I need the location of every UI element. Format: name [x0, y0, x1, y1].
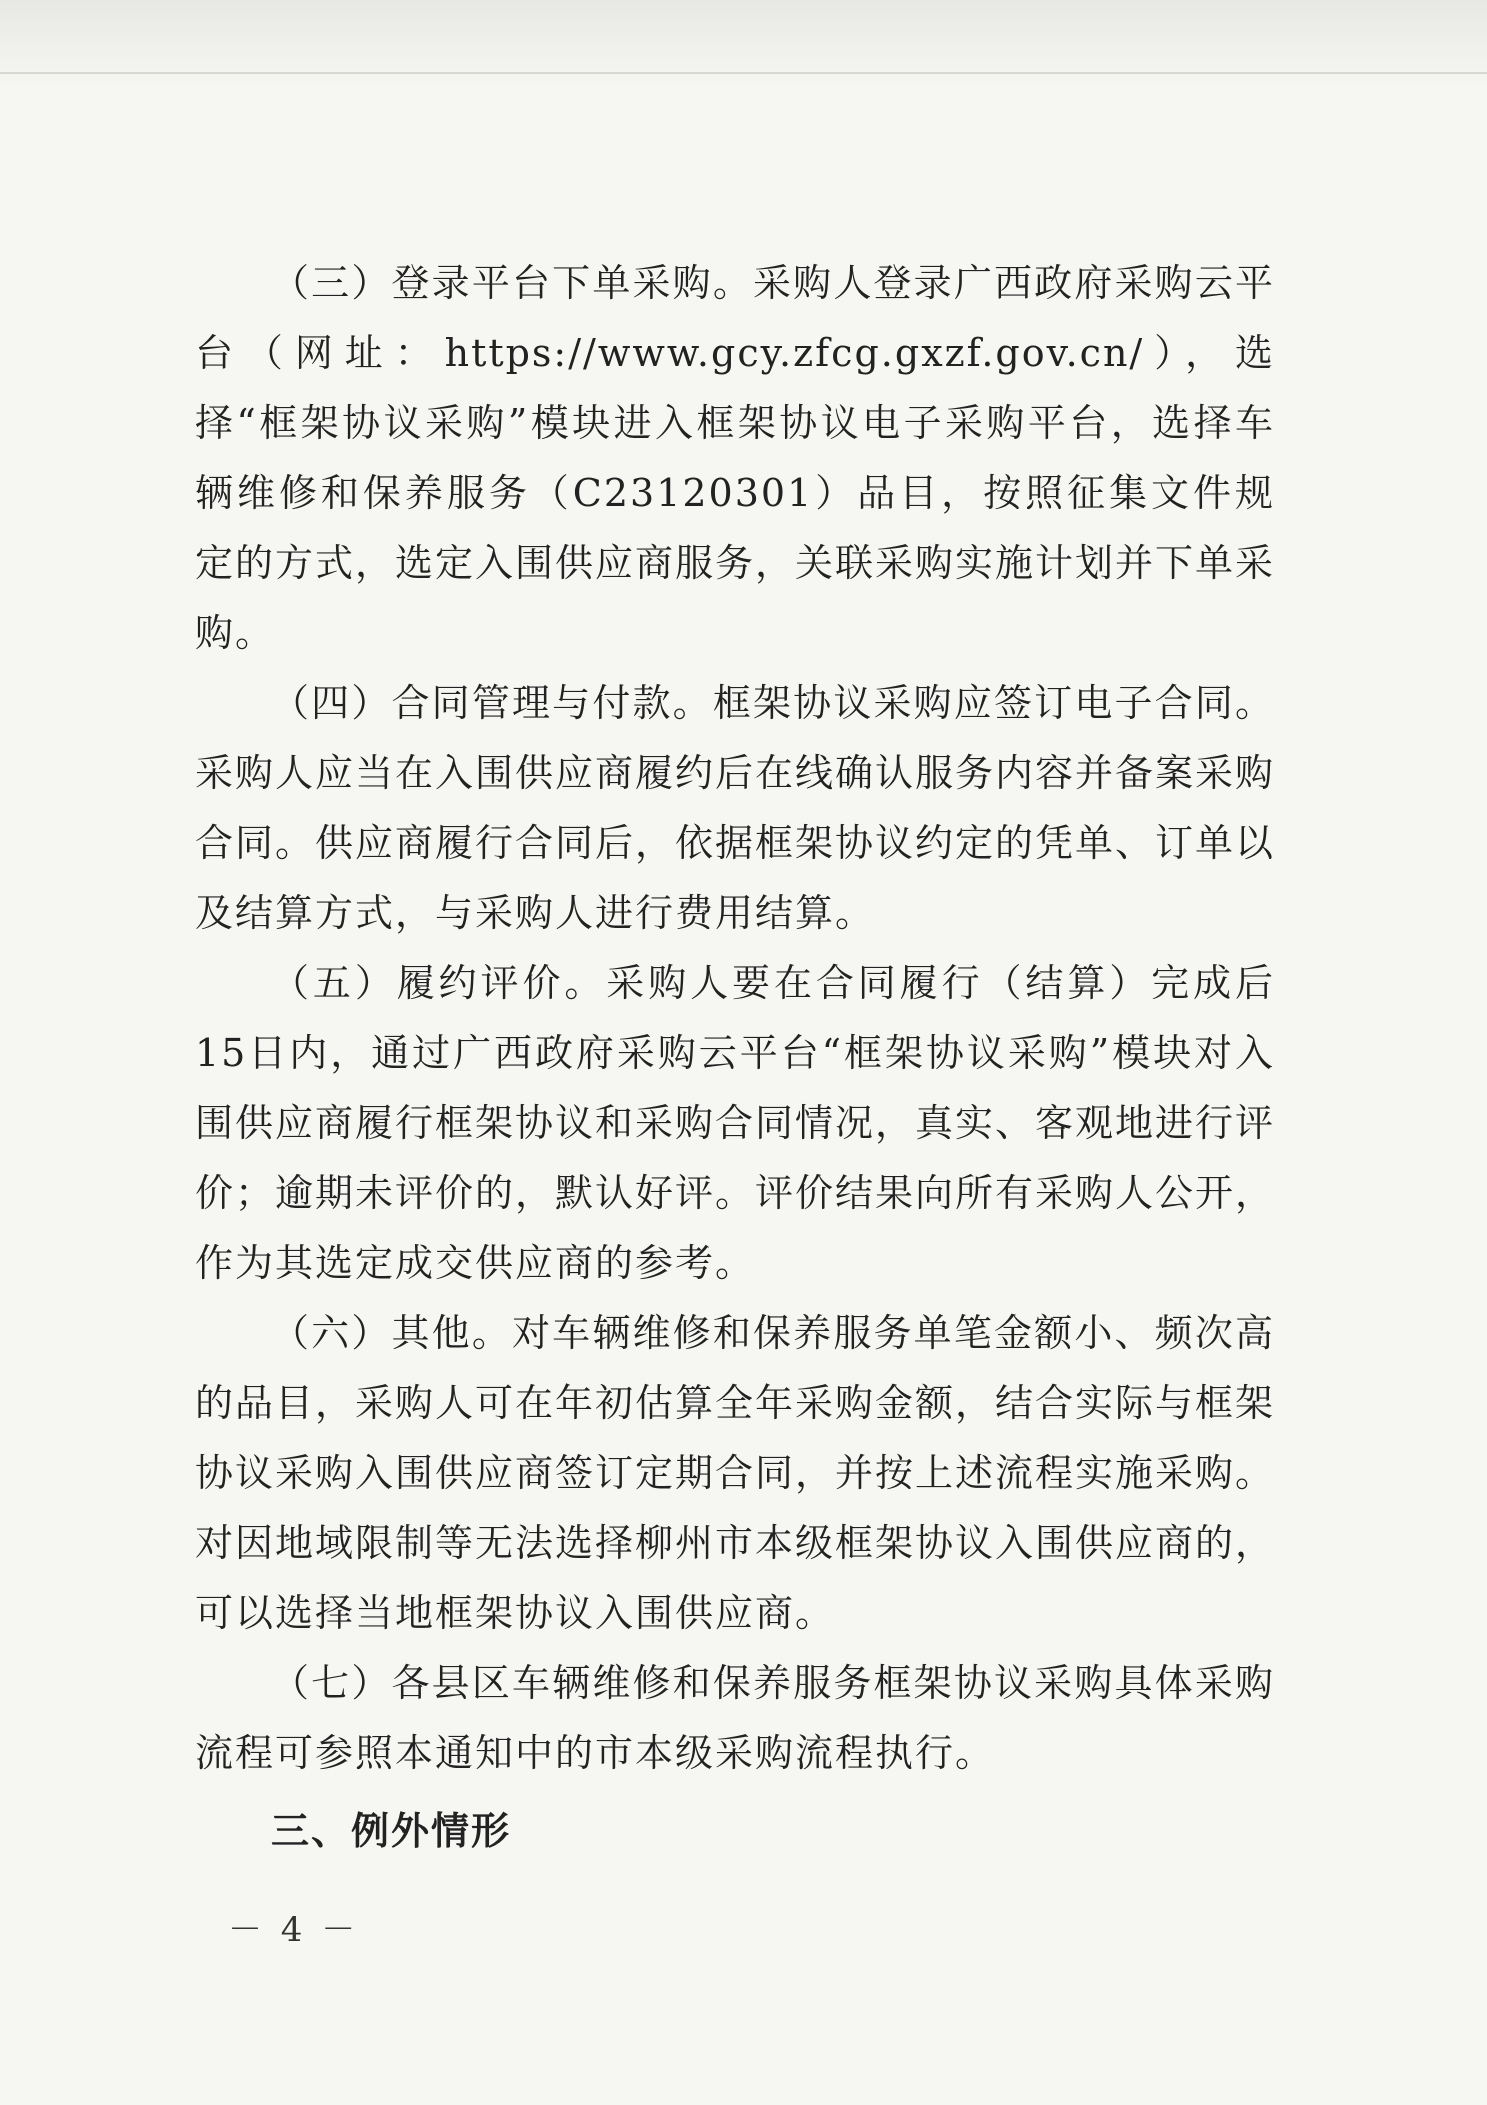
scan-edge	[0, 0, 1487, 90]
paragraph-3-order: （三）登录平台下单采购。采购人登录广西政府采购云平台（网址：https://www.gcy.zfcg.gxzf.gov.cn/），选择“框架协议采购”模块进入框架协议电子采购平台，选择车辆维修和保养服务（C23120301）品目，按照征集文件规定的方式，选定入围供应商服务，关联采购实施计划并下单采购。	[195, 261, 1276, 655]
paragraph-6-other: （六）其他。对车辆维修和保养服务单笔金额小、频次高的品目，采购人可在年初估算全年采购金额，结合实际与框架协议采购入围供应商签订定期合同，并按上述流程实施采购。对因地域限制等无法选择柳州市本级框架协议入围供应商的，可以选择当地框架协议入围供应商。	[195, 1311, 1276, 1635]
document-body	[195, 248, 1275, 1866]
section-heading-exceptions: 三、例外情形	[271, 1809, 512, 1853]
page-number: － 4 －	[228, 1910, 360, 1950]
paragraph-4-contract: （四）合同管理与付款。框架协议采购应签订电子合同。采购人应当在入围供应商履约后在线确认服务内容并备案采购合同。供应商履行合同后，依据框架协议约定的凭单、订单以及结算方式，与采购人进行费用结算。	[195, 681, 1276, 935]
paragraph-5-evaluation: （五）履约评价。采购人要在合同履行（结算）完成后15日内，通过广西政府采购云平台“框架协议采购”模块对入围供应商履行框架协议和采购合同情况，真实、客观地进行评价；逾期未评价的，默认好评。评价结果向所有采购人公开，作为其选定成交供应商的参考。	[195, 961, 1276, 1285]
paragraph-7-counties: （七）各县区车辆维修和保养服务框架协议采购具体采购流程可参照本通知中的市本级采购流程执行。	[195, 1661, 1275, 1775]
scan-line	[0, 72, 1487, 74]
